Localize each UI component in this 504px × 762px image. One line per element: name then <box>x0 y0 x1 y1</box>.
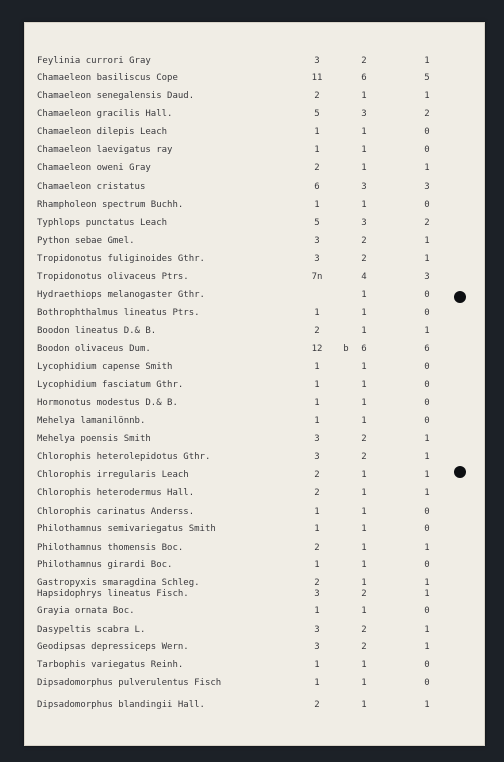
count-column-1: 5 <box>314 109 320 119</box>
count-column-2: 1 <box>361 380 367 390</box>
species-name: Grayia ornata Boc. <box>37 606 135 616</box>
count-column-3: 1 <box>424 642 430 652</box>
table-row <box>25 161 484 175</box>
species-name: Boodon lineatus D.& B. <box>37 326 157 336</box>
table-row <box>25 143 484 157</box>
count-column-1: 3 <box>314 452 320 462</box>
count-column-1: 1 <box>314 127 320 137</box>
species-name: Philothamnus girardi Boc. <box>37 560 173 570</box>
count-column-3: 0 <box>424 416 430 426</box>
species-name: Chlorophis carinatus Anderss. <box>37 507 195 517</box>
species-name: Rhampholeon spectrum Buchh. <box>37 200 184 210</box>
table-row <box>25 541 484 555</box>
count-column-3: 0 <box>424 200 430 210</box>
table-row <box>25 640 484 654</box>
table-row <box>25 486 484 500</box>
count-column-2: 3 <box>361 182 367 192</box>
count-column-1: 3 <box>314 254 320 264</box>
count-column-2: 4 <box>361 272 367 282</box>
count-column-1: 1 <box>314 398 320 408</box>
count-column-2: 1 <box>361 416 367 426</box>
table-row <box>25 216 484 230</box>
count-column-2: 2 <box>361 625 367 635</box>
species-name: Tropidonotus fuliginoides Gthr. <box>37 254 205 264</box>
count-column-3: 1 <box>424 434 430 444</box>
count-column-1: 3 <box>314 434 320 444</box>
count-column-3: 1 <box>424 488 430 498</box>
count-column-2: 1 <box>361 308 367 318</box>
table-row <box>25 270 484 284</box>
species-name: Dasypeltis scabra L. <box>37 625 146 635</box>
count-column-1: 1 <box>314 660 320 670</box>
species-name: Chlorophis heterodermus Hall. <box>37 488 195 498</box>
count-column-1: 1 <box>314 606 320 616</box>
count-column-1: 2 <box>314 700 320 710</box>
count-column-3: 0 <box>424 127 430 137</box>
count-column-1: 1 <box>314 678 320 688</box>
species-name: Typhlops punctatus Leach <box>37 218 168 228</box>
species-name: Chamaeleon gracilis Hall. <box>37 109 173 119</box>
table-row <box>25 360 484 374</box>
table-row <box>25 288 484 302</box>
species-name: Tropidonotus olivaceus Ptrs. <box>37 272 189 282</box>
count-column-3: 1 <box>424 543 430 553</box>
count-column-2: 1 <box>361 145 367 155</box>
count-column-3: 0 <box>424 678 430 688</box>
count-column-2: 1 <box>361 163 367 173</box>
table-row <box>25 396 484 410</box>
table-row <box>25 698 484 712</box>
count-column-1: 1 <box>314 145 320 155</box>
count-column-3: 0 <box>424 560 430 570</box>
count-column-2: 1 <box>361 470 367 480</box>
table-row <box>25 378 484 392</box>
table-row <box>25 505 484 519</box>
species-name: Boodon olivaceus Dum. <box>37 344 151 354</box>
count-column-2: 2 <box>361 254 367 264</box>
count-column-3: 0 <box>424 398 430 408</box>
count-column-1: 2 <box>314 326 320 336</box>
species-name: Chlorophis irregularis Leach <box>37 470 189 480</box>
count-column-1: 1 <box>314 362 320 372</box>
count-column-2: 6 <box>361 73 367 83</box>
count-column-2: 2 <box>361 589 367 599</box>
count-column-1: 1 <box>314 380 320 390</box>
count-column-1: 1 <box>314 200 320 210</box>
table-row <box>25 676 484 690</box>
species-name: Bothrophthalmus lineatus Ptrs. <box>37 308 200 318</box>
count-column-2: 1 <box>361 543 367 553</box>
count-column-2: 1 <box>361 488 367 498</box>
count-column-1: 11 <box>311 73 323 83</box>
species-name: Chamaeleon basiliscus Cope <box>37 73 178 83</box>
species-name: Chamaeleon oweni Gray <box>37 163 151 173</box>
count-column-3: 1 <box>424 470 430 480</box>
table-row <box>25 89 484 103</box>
count-column-2: 1 <box>361 507 367 517</box>
table-row <box>25 432 484 446</box>
count-column-2: 3 <box>361 109 367 119</box>
count-column-2: 1 <box>361 290 367 300</box>
count-column-1: 1 <box>314 560 320 570</box>
count-column-3: 3 <box>424 182 430 192</box>
species-name: Chamaeleon cristatus <box>37 182 146 192</box>
species-name: Lycophidium capense Smith <box>37 362 173 372</box>
count-column-1: 3 <box>314 642 320 652</box>
count-column-2: 2 <box>361 434 367 444</box>
count-column-3: 1 <box>424 163 430 173</box>
table-row <box>25 71 484 85</box>
species-name: Lycophidium fasciatum Gthr. <box>37 380 184 390</box>
count-column-2: 1 <box>361 578 367 588</box>
annotation-mark: b <box>343 344 349 354</box>
count-column-1: 2 <box>314 543 320 553</box>
table-row <box>25 198 484 212</box>
count-column-2: 2 <box>361 452 367 462</box>
table-row <box>25 587 484 601</box>
count-column-1: 1 <box>314 416 320 426</box>
count-column-1: 3 <box>314 236 320 246</box>
count-column-1: 3 <box>314 589 320 599</box>
count-column-2: 1 <box>361 362 367 372</box>
count-column-3: 1 <box>424 625 430 635</box>
species-name: Geodipsas depressiceps Wern. <box>37 642 189 652</box>
count-column-3: 2 <box>424 218 430 228</box>
count-column-1: 2 <box>314 578 320 588</box>
count-column-2: 1 <box>361 326 367 336</box>
count-column-2: 1 <box>361 606 367 616</box>
table-row <box>25 558 484 572</box>
species-name: Chamaeleon laevigatus ray <box>37 145 173 155</box>
count-column-2: 2 <box>361 56 367 66</box>
count-column-2: 1 <box>361 127 367 137</box>
count-column-3: 1 <box>424 91 430 101</box>
count-column-2: 1 <box>361 660 367 670</box>
count-column-1: 3 <box>314 625 320 635</box>
count-column-3: 1 <box>424 589 430 599</box>
table-row <box>25 522 484 536</box>
count-column-1: 12 <box>311 344 323 354</box>
table-row <box>25 180 484 194</box>
species-name: Hormonotus modestus D.& B. <box>37 398 178 408</box>
count-column-3: 2 <box>424 109 430 119</box>
table-row <box>25 623 484 637</box>
count-column-1: 1 <box>314 308 320 318</box>
table-row <box>25 604 484 618</box>
count-column-3: 1 <box>424 326 430 336</box>
count-column-3: 0 <box>424 145 430 155</box>
count-column-3: 0 <box>424 606 430 616</box>
count-column-2: 1 <box>361 560 367 570</box>
count-column-1: 2 <box>314 488 320 498</box>
count-column-1: 2 <box>314 163 320 173</box>
count-column-2: 2 <box>361 236 367 246</box>
count-column-1: 2 <box>314 91 320 101</box>
count-column-3: 0 <box>424 362 430 372</box>
table-row <box>25 342 484 356</box>
count-column-3: 1 <box>424 254 430 264</box>
count-column-3: 0 <box>424 507 430 517</box>
species-name: Hapsidophrys lineatus Fisch. <box>37 589 189 599</box>
count-column-1: 2 <box>314 470 320 480</box>
table-row <box>25 324 484 338</box>
count-column-2: 1 <box>361 91 367 101</box>
species-name: Hydraethiops melanogaster Gthr. <box>37 290 205 300</box>
table-row <box>25 468 484 482</box>
count-column-3: 0 <box>424 290 430 300</box>
count-column-3: 0 <box>424 660 430 670</box>
species-name: Dipsadomorphus pulverulentus Fisch <box>37 678 222 688</box>
species-name: Python sebae Gmel. <box>37 236 135 246</box>
table-row <box>25 658 484 672</box>
count-column-3: 0 <box>424 524 430 534</box>
count-column-2: 3 <box>361 218 367 228</box>
species-name: Feylinia currori Gray <box>37 56 151 66</box>
typed-page <box>24 22 485 746</box>
count-column-1: 3 <box>314 56 320 66</box>
species-name: Tarbophis variegatus Reinh. <box>37 660 184 670</box>
species-name: Chlorophis heterolepidotus Gthr. <box>37 452 211 462</box>
table-row <box>25 414 484 428</box>
count-column-1: 7n <box>311 272 323 282</box>
table-row <box>25 450 484 464</box>
species-name: Mehelya poensis Smith <box>37 434 151 444</box>
count-column-3: 1 <box>424 452 430 462</box>
count-column-3: 3 <box>424 272 430 282</box>
species-name: Philothamnus semivariegatus Smith <box>37 524 216 534</box>
count-column-3: 1 <box>424 578 430 588</box>
count-column-3: 1 <box>424 56 430 66</box>
count-column-1: 5 <box>314 218 320 228</box>
count-column-3: 0 <box>424 380 430 390</box>
species-name: Chamaeleon dilepis Leach <box>37 127 168 137</box>
count-column-3: 6 <box>424 344 430 354</box>
table-row <box>25 234 484 248</box>
species-name: Gastropyxis smaragdina Schleg. <box>37 578 200 588</box>
count-column-2: 6 <box>361 344 367 354</box>
count-column-2: 2 <box>361 642 367 652</box>
species-name: Dipsadomorphus blandingii Hall. <box>37 700 205 710</box>
count-column-1: 1 <box>314 507 320 517</box>
table-row <box>25 107 484 121</box>
count-column-2: 1 <box>361 678 367 688</box>
count-column-2: 1 <box>361 524 367 534</box>
count-column-3: 0 <box>424 308 430 318</box>
table-row <box>25 306 484 320</box>
species-name: Chamaeleon senegalensis Daud. <box>37 91 195 101</box>
count-column-3: 5 <box>424 73 430 83</box>
count-column-3: 1 <box>424 700 430 710</box>
species-name: Philothamnus thomensis Boc. <box>37 543 184 553</box>
table-row <box>25 54 484 68</box>
count-column-2: 1 <box>361 200 367 210</box>
count-column-2: 1 <box>361 398 367 408</box>
count-column-3: 1 <box>424 236 430 246</box>
table-row <box>25 125 484 139</box>
count-column-1: 6 <box>314 182 320 192</box>
count-column-1: 1 <box>314 524 320 534</box>
species-name: Mehelya lamanilönnb. <box>37 416 146 426</box>
table-row <box>25 252 484 266</box>
count-column-2: 1 <box>361 700 367 710</box>
